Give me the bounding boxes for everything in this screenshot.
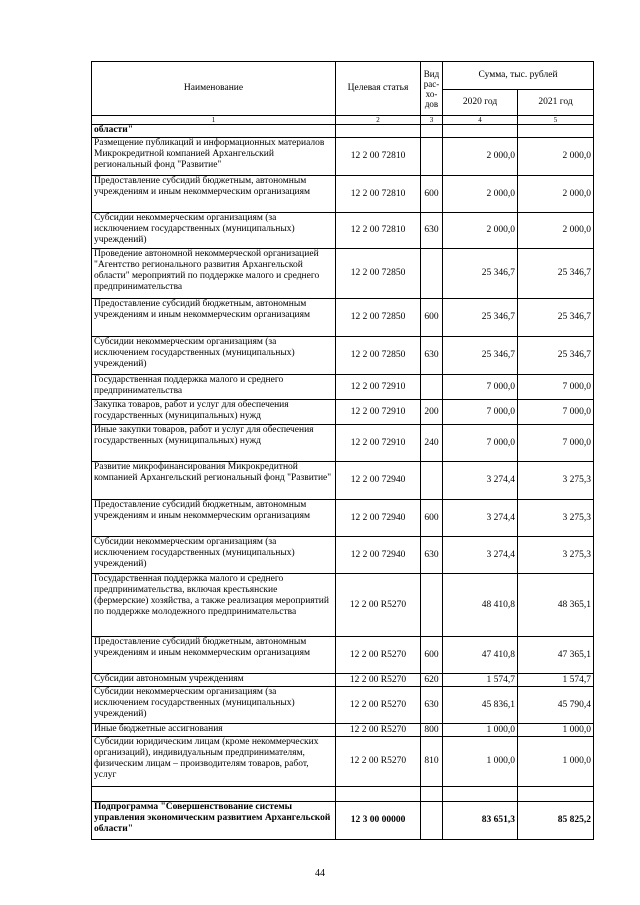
row-sum-2020: 48 410,8 [443,574,518,637]
row-expense-type [421,249,443,299]
row-sum-2021: 7 000,0 [518,400,594,425]
table-row [92,213,594,249]
row-expense-type: 810 [421,737,443,787]
row-expense-type: 620 [421,674,443,687]
row-sum-2021: 1 574,7 [518,674,594,687]
row-sum-2020: 3 274,4 [443,462,518,500]
table-row [92,299,594,337]
row-sum-2020: 25 346,7 [443,249,518,299]
row-target-article: 12 2 00 72810 [336,176,421,213]
row-sum-2021: 3 275,3 [518,462,594,500]
row-target-article: 12 2 00 R5270 [336,637,421,674]
column-number: 5 [518,116,594,125]
row-sum-2020: 45 836,1 [443,687,518,724]
row-sum-2020: 3 274,4 [443,537,518,574]
row-sum-2020: 3 274,4 [443,500,518,537]
row-expense-type: 630 [421,537,443,574]
row-target-article: 12 2 00 R5270 [336,674,421,687]
row-expense-type: 600 [421,299,443,337]
row-name: Предоставление субсидий бюджетным, автономным учреждениям и иным некоммерческим организациям [92,176,336,213]
subprogram-expense-type [421,802,443,840]
table-row [92,500,594,537]
row-sum-2021: 7 000,0 [518,425,594,462]
row-target-article: 12 2 00 72910 [336,375,421,400]
column-number: 4 [443,116,518,125]
row-expense-type: 600 [421,637,443,674]
row-expense-type [421,462,443,500]
row-sum-2021: 48 365,1 [518,574,594,637]
row-target-article: 12 2 00 72810 [336,213,421,249]
row-expense-type: 600 [421,500,443,537]
row-sum-2020: 47 410,8 [443,637,518,674]
row-target-article: 12 2 00 R5270 [336,724,421,737]
row-expense-type: 600 [421,176,443,213]
row-name: Субсидии некоммерческим организациям (за исключением государственных (муниципальных) учреждений) [92,687,336,724]
row-sum-2020: 1 574,7 [443,674,518,687]
row-name: Субсидии некоммерческим организациям (за исключением государственных (муниципальных) учреждений) [92,537,336,574]
row-expense-type: 200 [421,400,443,425]
row-sum-2021: 3 275,3 [518,500,594,537]
row-name: Проведение автономной некоммерческой организацией "Агентство регионального развития Архангельской области" мероприятий по поддержке малого и среднего предпринимательства [92,249,336,299]
row-name: Предоставление субсидий бюджетным, автономным учреждениям и иным некоммерческим организациям [92,299,336,337]
row-sum-2021: 47 365,1 [518,637,594,674]
page-number: 44 [315,868,325,879]
table-row [92,674,594,687]
table-row [92,724,594,737]
subprogram-name: Подпрограмма "Совершенствование системы управления экономическим развитием Архангельской области" [92,802,336,840]
header-year-2020: 2020 год [443,90,518,116]
row-sum-2021: 2 000,0 [518,176,594,213]
budget-table-sheet [91,61,593,840]
row-sum-2020: 2 000,0 [443,213,518,249]
row-expense-type: 240 [421,425,443,462]
row-name: Государственная поддержка малого и среднего предпринимательства [92,375,336,400]
column-number: 2 [336,116,421,125]
column-number-row [92,116,594,125]
row-sum-2020: 2 000,0 [443,138,518,176]
row-name: Иные бюджетные ассигнования [92,724,336,737]
subprogram-target-article: 12 3 00 00000 [336,802,421,840]
row-target-article: 12 2 00 72940 [336,500,421,537]
spacer-row [92,787,594,802]
row-target-article: 12 2 00 72910 [336,425,421,462]
row-target-article: 12 2 00 R5270 [336,687,421,724]
table-row [92,337,594,375]
row-sum-2020: 7 000,0 [443,425,518,462]
row-sum-2021: 1 000,0 [518,724,594,737]
row-name: Размещение публикаций и информационных материалов Микрокредитной компанией Архангельский региональный фонд "Развитие" [92,138,336,176]
row-expense-type: 630 [421,213,443,249]
row-sum-2020: 25 346,7 [443,337,518,375]
row-expense-type [421,375,443,400]
row-target-article: 12 2 00 72850 [336,337,421,375]
row-sum-2021: 25 346,7 [518,337,594,375]
row-target-article: 12 2 00 R5270 [336,574,421,637]
table-row [92,249,594,299]
row-name: Предоставление субсидий бюджетным, автономным учреждениям и иным некоммерческим организациям [92,637,336,674]
row-expense-type: 630 [421,687,443,724]
row-sum-2020: 7 000,0 [443,375,518,400]
row-name: Иные закупки товаров, работ и услуг для обеспечения государственных (муниципальных) нужд [92,425,336,462]
row-name: Закупка товаров, работ и услуг для обеспечения государственных (муниципальных) нужд [92,400,336,425]
row-sum-2021: 25 346,7 [518,249,594,299]
header-sum: Сумма, тыс. рублей [443,62,594,90]
row-name: Государственная поддержка малого и среднего предпринимательства, включая крестьянские (фермерские) хозяйства, а также реализация мероприятий по поддержке молодежного предпринимательства [92,574,336,637]
row-sum-2020: 1 000,0 [443,724,518,737]
row-sum-2021: 1 000,0 [518,737,594,787]
row-sum-2021: 7 000,0 [518,375,594,400]
row-name: Субсидии некоммерческим организациям (за исключением государственных (муниципальных) учреждений) [92,213,336,249]
row-expense-type [421,138,443,176]
row-sum-2021: 2 000,0 [518,138,594,176]
subprogram-row [92,802,594,840]
row-name: Субсидии юридическим лицам (кроме некоммерческих организаций), индивидуальным предпринимателям, физическим лицам – производителям товаров, работ, услуг [92,737,336,787]
row-name: Развитие микрофинансирования Микрокредитной компанией Архангельский региональный фонд "Развитие" [92,462,336,500]
table-row [92,375,594,400]
row-name: Субсидии автономным учреждениям [92,674,336,687]
subprogram-sum-2021: 85 825,2 [518,802,594,840]
row-sum-2021: 45 790,4 [518,687,594,724]
row-expense-type: 800 [421,724,443,737]
table-row [92,737,594,787]
row-target-article: 12 2 00 72940 [336,462,421,500]
subprogram-sum-2020: 83 651,3 [443,802,518,840]
row-sum-2020: 2 000,0 [443,176,518,213]
row-sum-2020: 1 000,0 [443,737,518,787]
row-sum-2020: 25 346,7 [443,299,518,337]
row-sum-2021: 3 275,3 [518,537,594,574]
table-row [92,138,594,176]
row-sum-2021: 25 346,7 [518,299,594,337]
row-target-article: 12 2 00 72850 [336,249,421,299]
header-expense-type: Вид рас- хо- дов [421,62,443,116]
table-row [92,425,594,462]
row-target-article: 12 2 00 R5270 [336,737,421,787]
table-row [92,400,594,425]
row-name: Субсидии некоммерческим организациям (за исключением государственных (муниципальных) учреждений) [92,337,336,375]
row-name: Предоставление субсидий бюджетным, автономным учреждениям и иным некоммерческим организациям [92,500,336,537]
table-row [92,637,594,674]
table-row [92,176,594,213]
budget-table [91,61,594,840]
table-row [92,574,594,637]
table-row [92,537,594,574]
column-number: 1 [92,116,336,125]
row-target-article: 12 2 00 72910 [336,400,421,425]
row-target-article: 12 2 00 72810 [336,138,421,176]
row-target-article: 12 2 00 72850 [336,299,421,337]
row-sum-2021: 2 000,0 [518,213,594,249]
row-expense-type [421,574,443,637]
header-name: Наименование [92,62,336,116]
row-expense-type: 630 [421,337,443,375]
continuation-title-row [92,125,594,138]
table-row [92,462,594,500]
column-number: 3 [421,116,443,125]
continuation-title: области" [92,125,336,138]
row-sum-2020: 7 000,0 [443,400,518,425]
header-year-2021: 2021 год [518,90,594,116]
row-target-article: 12 2 00 72940 [336,537,421,574]
table-row [92,687,594,724]
header-target-article: Целевая статья [336,62,421,116]
